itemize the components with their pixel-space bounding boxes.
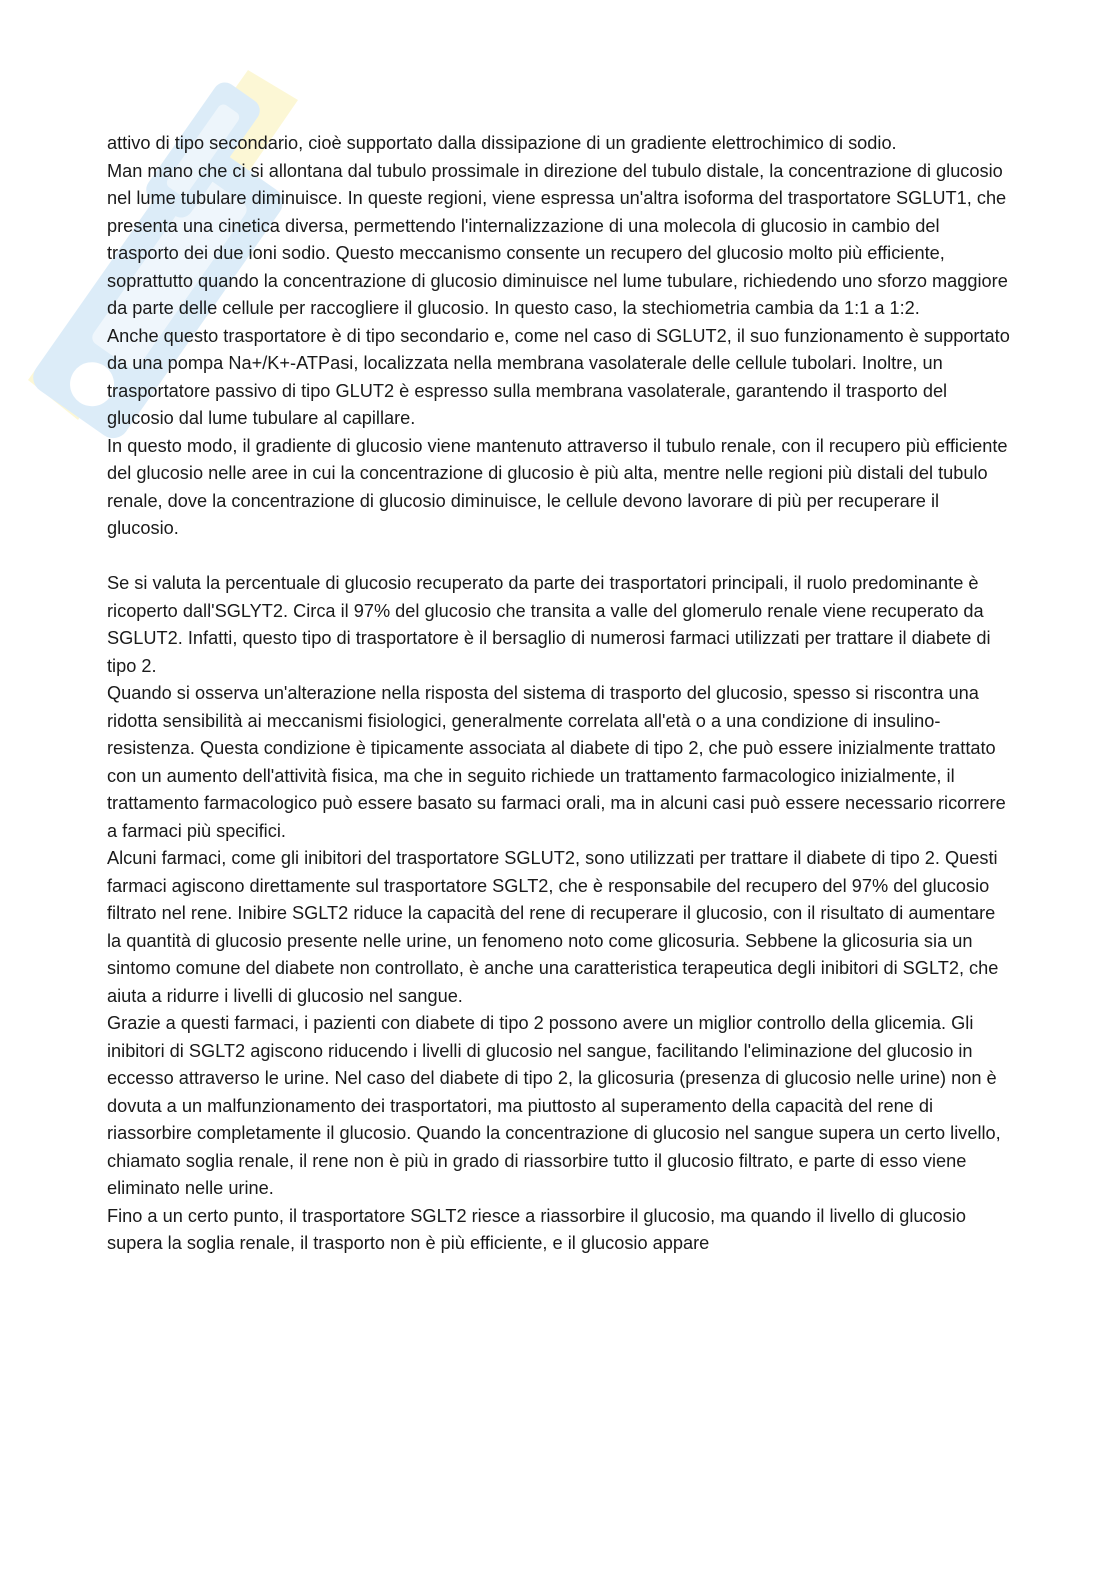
paragraph: attivo di tipo secondario, cioè supportato dalla dissipazione di un gradiente elettrochimico di sodio. [107,133,897,153]
paragraph: Anche questo trasportatore è di tipo secondario e, come nel caso di SGLUT2, il suo funzionamento è supportato da una pompa Na+/K+-ATPasi, localizzata nella membrana vasolaterale delle cellule tubolari. Inoltre, un trasportatore passivo di tipo GLUT2 è espresso sulla membrana vasolaterale, garantendo il trasporto del glucosio dal lume tubulare al capillare. [107,325,1010,428]
paragraph: Grazie a questi farmaci, i pazienti con diabete di tipo 2 possono avere un miglior controllo della glicemia. Gli inibitori di SGLT2 agiscono riducendo i livelli di glucosio nel sangue, facilitando l'eliminazione del glucosio in eccesso attraverso le urine. Nel caso del diabete di tipo 2, la glicosuria (presenza di glucosio nelle urine) non è dovuta a un malfunzionamento dei trasportatori, ma piuttosto al superamento della capacità del rene di riassorbire completamente il glucosio. Quando la concentrazione di glucosio nel sangue supera un certo livello, chiamato soglia renale, il rene non è più in grado di riassorbire tutto il glucosio filtrato, e parte di esso viene eliminato nelle urine. [107,1013,1001,1198]
paragraph: Quando si osserva un'alterazione nella risposta del sistema di trasporto del glucosio, spesso si riscontra una ridotta sensibilità ai meccanismi fisiologici, generalmente correlata all'età o a una condizione di insulino-resistenza. Questa condizione è tipicamente associata al diabete di tipo 2, che può essere inizialmente trattato con un aumento dell'attività fisica, ma che in seguito richiede un trattamento farmacologico inizialmente, il trattamento farmacologico può essere basato su farmaci orali, ma in alcuni casi può essere necessario ricorrere a farmaci più specifici. [107,683,1006,841]
paragraph: Se si valuta la percentuale di glucosio recuperato da parte dei trasportatori principali, il ruolo predominante è ricoperto dall'SGLYT2. Circa il 97% del glucosio che transita a valle del glomerulo renale viene recuperato da SGLUT2. Infatti, questo tipo di trasportatore è il bersaglio di numerosi farmaci utilizzati per trattare il diabete di tipo 2. [107,573,991,676]
document-body [107,130,1012,1258]
paragraph: Man mano che ci si allontana dal tubulo prossimale in direzione del tubulo distale, la concentrazione di glucosio nel lume tubulare diminuisce. In queste regioni, viene espressa un'altra isoforma del trasportatore SGLUT1, che presenta una cinetica diversa, permettendo l'internalizzazione di una molecola di glucosio in cambio del trasporto dei due ioni sodio. Questo meccanismo consente un recupero del glucosio molto più efficiente, soprattutto quando la concentrazione di glucosio diminuisce nel lume tubulare, richiedendo uno sforzo maggiore da parte delle cellule per raccogliere il glucosio. In questo caso, la stechiometria cambia da 1:1 a 1:2. [107,160,1008,318]
paragraph: Alcuni farmaci, come gli inibitori del trasportatore SGLUT2, sono utilizzati per trattare il diabete di tipo 2. Questi farmaci agiscono direttamente sul trasportatore SGLT2, che è responsabile del recupero del 97% del glucosio filtrato nel rene. Inibire SGLT2 riduce la capacità del rene di recuperare il glucosio, con il risultato di aumentare la quantità di glucosio presente nelle urine, un fenomeno noto come glicosuria. Sebbene la glicosuria sia un sintomo comune del diabete non controllato, è anche una caratteristica terapeutica degli inibitori di SGLT2, che aiuta a ridurre i livelli di glucosio nel sangue. [107,848,999,1006]
paragraph: In questo modo, il gradiente di glucosio viene mantenuto attraverso il tubulo renale, con il recupero più efficiente del glucosio nelle aree in cui la concentrazione di glucosio è più alta, mentre nelle regioni più distali del tubulo renale, dove la concentrazione di glucosio diminuisce, le cellule devono lavorare di più per recuperare il glucosio. [107,435,1008,538]
paragraph: Fino a un certo punto, il trasportatore SGLT2 riesce a riassorbire il glucosio, ma quando il livello di glucosio supera la soglia renale, il trasporto non è più efficiente, e il glucosio appare [107,1205,966,1253]
